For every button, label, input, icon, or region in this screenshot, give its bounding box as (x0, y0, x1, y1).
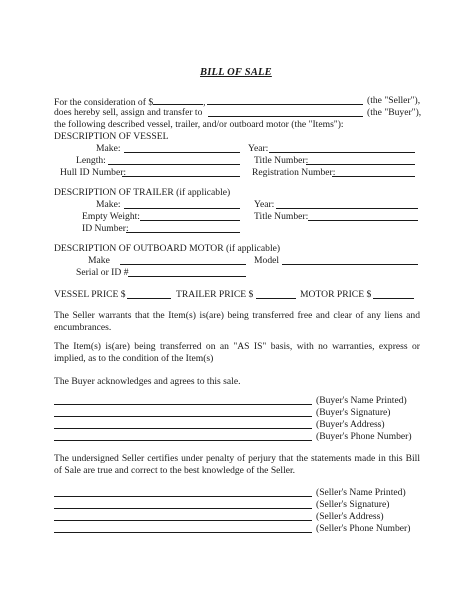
trailer-title-number-field[interactable] (308, 220, 418, 221)
consideration-line (54, 96, 206, 108)
trailer-year-field[interactable] (276, 208, 418, 209)
buyer-acknowledgement: The Buyer acknowledges and agrees to this sale. (54, 376, 241, 387)
motor-make-label: Make (88, 255, 110, 266)
vessel-hull-id-label: Hull ID Number: (60, 167, 127, 178)
vessel-hull-id-field[interactable] (122, 176, 240, 177)
consideration-amount-field[interactable] (153, 96, 203, 105)
motor-model-field[interactable] (282, 264, 418, 265)
motor-make-field[interactable] (120, 264, 246, 265)
motor-serial-field[interactable] (128, 276, 246, 277)
vessel-registration-field[interactable] (332, 176, 415, 177)
vessel-year-field[interactable] (269, 152, 415, 153)
vessel-registration-label: Registration Number: (252, 167, 336, 178)
vessel-length-label: Length: (76, 155, 106, 166)
vessel-title-number-label: Title Number: (254, 155, 309, 166)
document-title: BILL OF SALE (200, 67, 272, 78)
buyer-phone-field[interactable] (54, 440, 312, 441)
seller-address-label: (Seller's Address) (316, 511, 384, 522)
motor-price-label: MOTOR PRICE $ (300, 289, 372, 300)
trailer-year-label: Year: (254, 199, 275, 210)
trailer-id-field[interactable] (126, 232, 240, 233)
buyer-signature-field[interactable] (54, 416, 312, 417)
seller-label: (the "Seller"), (367, 95, 421, 106)
motor-serial-label: Serial or ID # (76, 267, 129, 278)
seller-address-field[interactable] (54, 520, 312, 521)
buyer-name-printed-label: (Buyer's Name Printed) (316, 395, 407, 406)
buyer-phone-label: (Buyer's Phone Number) (316, 431, 412, 442)
vessel-heading: DESCRIPTION OF VESSEL (54, 131, 169, 142)
trailer-empty-weight-field[interactable] (140, 220, 240, 221)
trailer-id-label: ID Number: (82, 223, 129, 234)
vessel-make-field[interactable] (124, 152, 240, 153)
as-is-paragraph: The Item(s) is(are) being transferred on an "AS IS" basis, with no warranties, express or implied, as to the condition of the Item(s) (54, 341, 420, 364)
trailer-price-field[interactable] (256, 298, 296, 299)
motor-price-field[interactable] (373, 298, 414, 299)
buyer-name-field[interactable] (208, 116, 363, 117)
trailer-title-number-label: Title Number: (254, 211, 309, 222)
buyer-signature-label: (Buyer's Signature) (316, 407, 391, 418)
vessel-length-field[interactable] (108, 164, 240, 165)
consideration-label: For the consideration of $ (54, 97, 154, 108)
comma: , (203, 97, 206, 108)
trailer-price-label: TRAILER PRICE $ (176, 289, 254, 300)
vessel-make-label: Make: (96, 143, 121, 154)
motor-heading: DESCRIPTION OF OUTBOARD MOTOR (if applicable) (54, 243, 281, 254)
seller-name-field[interactable] (207, 104, 363, 105)
vessel-price-label: VESSEL PRICE $ (54, 289, 126, 300)
trailer-make-label: Make: (96, 199, 121, 210)
seller-signature-label: (Seller's Signature) (316, 499, 390, 510)
seller-signature-field[interactable] (54, 508, 312, 509)
seller-phone-label: (Seller's Phone Number) (316, 523, 411, 534)
buyer-label: (the "Buyer"), (367, 107, 422, 118)
transfer-label: does hereby sell, assign and transfer to (54, 107, 203, 118)
vessel-title-number-field[interactable] (306, 164, 415, 165)
motor-model-label: Model (254, 255, 280, 266)
vessel-year-label: Year: (248, 143, 269, 154)
items-description-intro: the following described vessel, trailer, and/or outboard motor (the "Items"): (54, 119, 344, 130)
warranty-paragraph: The Seller warrants that the Item(s) is(are) being transferred free and clear of any liens and encumbrances. (54, 310, 420, 333)
trailer-empty-weight-label: Empty Weight: (82, 211, 140, 222)
seller-name-printed-label: (Seller's Name Printed) (316, 487, 406, 498)
trailer-heading: DESCRIPTION OF TRAILER (if applicable) (54, 187, 231, 198)
buyer-address-field[interactable] (54, 428, 312, 429)
trailer-make-field[interactable] (124, 208, 240, 209)
seller-name-printed-field[interactable] (54, 496, 312, 497)
buyer-name-printed-field[interactable] (54, 404, 312, 405)
buyer-address-label: (Buyer's Address) (316, 419, 385, 430)
vessel-price-field[interactable] (127, 298, 171, 299)
seller-phone-field[interactable] (54, 532, 312, 533)
seller-certification-paragraph: The undersigned Seller certifies under penalty of perjury that the statements made in this Bill of Sale are true and correct to the best knowledge of the Seller. (54, 453, 420, 476)
